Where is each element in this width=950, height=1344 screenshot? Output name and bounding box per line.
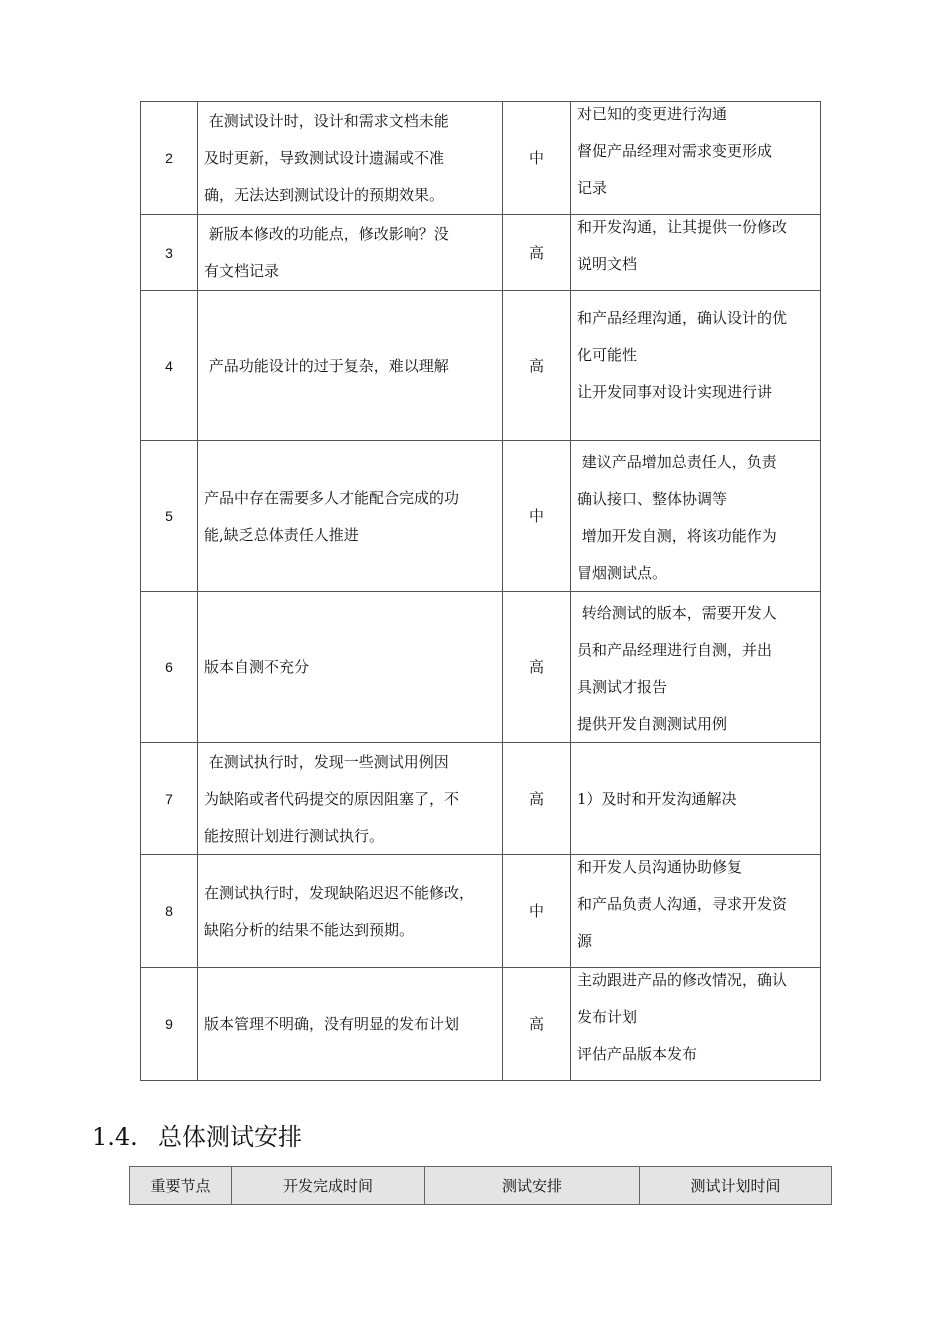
risk-action-line: 提供开发自测测试用例 — [577, 715, 728, 733]
section-title: 总体测试安排 — [158, 1123, 302, 1151]
schedule-header-dev-done: 开发完成时间 — [232, 1167, 425, 1205]
schedule-header-milestone: 重要节点 — [130, 1167, 232, 1205]
risk-actions — [571, 291, 821, 441]
risk-number: 5 — [141, 441, 198, 592]
risk-description — [198, 968, 503, 1081]
risk-description-line: 版本自测不充分 — [204, 658, 310, 676]
risk-action-line: 转给测试的版本，需要开发人 — [577, 604, 777, 622]
risk-action-line: 和开发沟通，让其提供一份修改 — [577, 218, 788, 236]
risk-row — [141, 215, 821, 291]
risk-level: 高 — [503, 215, 571, 291]
risk-description — [198, 743, 503, 855]
risk-action-line: 员和产品经理进行自测，并出 — [577, 641, 773, 659]
risk-level: 中 — [503, 855, 571, 968]
risk-action-line: 主动跟进产品的修改情况，确认 — [577, 971, 788, 989]
risk-actions — [571, 102, 821, 215]
section-number: 1.4. — [92, 1123, 138, 1151]
risk-number: 7 — [141, 743, 198, 855]
risk-action-line: 让开发同事对设计实现进行讲 — [577, 383, 773, 401]
risk-description — [198, 592, 503, 743]
risk-level: 高 — [503, 968, 571, 1081]
risk-row — [141, 592, 821, 743]
risk-number: 8 — [141, 855, 198, 968]
risk-action-line: 说明文档 — [577, 255, 638, 273]
risk-actions — [571, 215, 821, 291]
risk-description-line: 版本管理不明确，没有明显的发布计划 — [204, 1015, 460, 1033]
risk-description-line: 为缺陷或者代码提交的原因阻塞了，不 — [204, 789, 460, 808]
risk-action-line: 冒烟测试点。 — [577, 564, 668, 582]
risk-description — [198, 855, 503, 968]
schedule-header-test-arrangement: 测试安排 — [425, 1167, 640, 1205]
risk-description-line: 及时更新，导致测试设计遗漏或不准 — [204, 149, 445, 167]
schedule-header-row — [130, 1167, 832, 1205]
risk-number: 4 — [141, 291, 198, 441]
risk-action-line: 记录 — [577, 179, 608, 197]
risk-description-line: 产品中存在需要多人才能配合完成的功 — [204, 488, 460, 507]
risk-action-line: 和开发人员沟通协助修复 — [577, 858, 743, 876]
risk-table — [140, 101, 821, 1081]
risk-description — [198, 215, 503, 291]
risk-actions — [571, 743, 821, 855]
risk-description-line: 在测试设计时，设计和需求文档未能 — [204, 112, 449, 130]
risk-number: 9 — [141, 968, 198, 1081]
risk-number: 3 — [141, 215, 198, 291]
risk-table-body — [141, 102, 821, 1081]
risk-action-line: 具测试才报告 — [577, 678, 668, 696]
risk-action-line: 确认接口、整体协调等 — [577, 490, 728, 508]
risk-action-line: 评估产品版本发布 — [577, 1045, 698, 1063]
risk-description — [198, 102, 503, 215]
risk-action-line: 和产品经理沟通，确认设计的优 — [577, 309, 788, 327]
risk-description-line: 在测试执行时，发现一些测试用例因 — [204, 752, 449, 771]
risk-row — [141, 968, 821, 1081]
risk-action-line: 督促产品经理对需求变更形成 — [577, 142, 773, 160]
risk-number: 2 — [141, 102, 198, 215]
risk-level: 高 — [503, 592, 571, 743]
risk-actions — [571, 592, 821, 743]
risk-number: 6 — [141, 592, 198, 743]
risk-action-line: 源 — [577, 932, 593, 950]
risk-action-line: 建议产品增加总责任人，负责 — [577, 453, 777, 471]
risk-row — [141, 855, 821, 968]
risk-action-line: 和产品负责人沟通，寻求开发资 — [577, 895, 788, 913]
schedule-header-test-plan-time: 测试计划时间 — [640, 1167, 832, 1205]
risk-description — [198, 441, 503, 592]
risk-action-line: 对已知的变更进行沟通 — [577, 105, 728, 123]
section-heading — [92, 1117, 302, 1152]
risk-level: 中 — [503, 102, 571, 215]
risk-row — [141, 743, 821, 855]
risk-description-line: 缺陷分析的结果不能达到预期。 — [204, 920, 415, 939]
risk-action-line: 1）及时和开发沟通解决 — [577, 789, 737, 808]
risk-description-line: 有文档记录 — [204, 262, 280, 280]
risk-actions — [571, 855, 821, 968]
risk-row — [141, 441, 821, 592]
schedule-table — [129, 1166, 832, 1205]
risk-level: 中 — [503, 441, 571, 592]
risk-description-line: 能按照计划进行测试执行。 — [204, 826, 385, 845]
risk-level: 高 — [503, 291, 571, 441]
risk-description-line: 产品功能设计的过于复杂，难以理解 — [204, 356, 449, 375]
risk-action-line: 化可能性 — [577, 346, 638, 364]
risk-description-line: 在测试执行时，发现缺陷迟迟不能修改， — [204, 883, 475, 902]
risk-row — [141, 102, 821, 215]
risk-actions — [571, 968, 821, 1081]
risk-description-line: 能,缺乏总体责任人推进 — [204, 525, 359, 544]
risk-description — [198, 291, 503, 441]
risk-row — [141, 291, 821, 441]
risk-level: 高 — [503, 743, 571, 855]
risk-actions — [571, 441, 821, 592]
risk-description-line: 新版本修改的功能点，修改影响？没 — [204, 225, 449, 243]
risk-action-line: 发布计划 — [577, 1008, 638, 1026]
risk-description-line: 确，无法达到测试设计的预期效果。 — [204, 186, 445, 204]
risk-action-line: 增加开发自测，将该功能作为 — [577, 527, 777, 545]
